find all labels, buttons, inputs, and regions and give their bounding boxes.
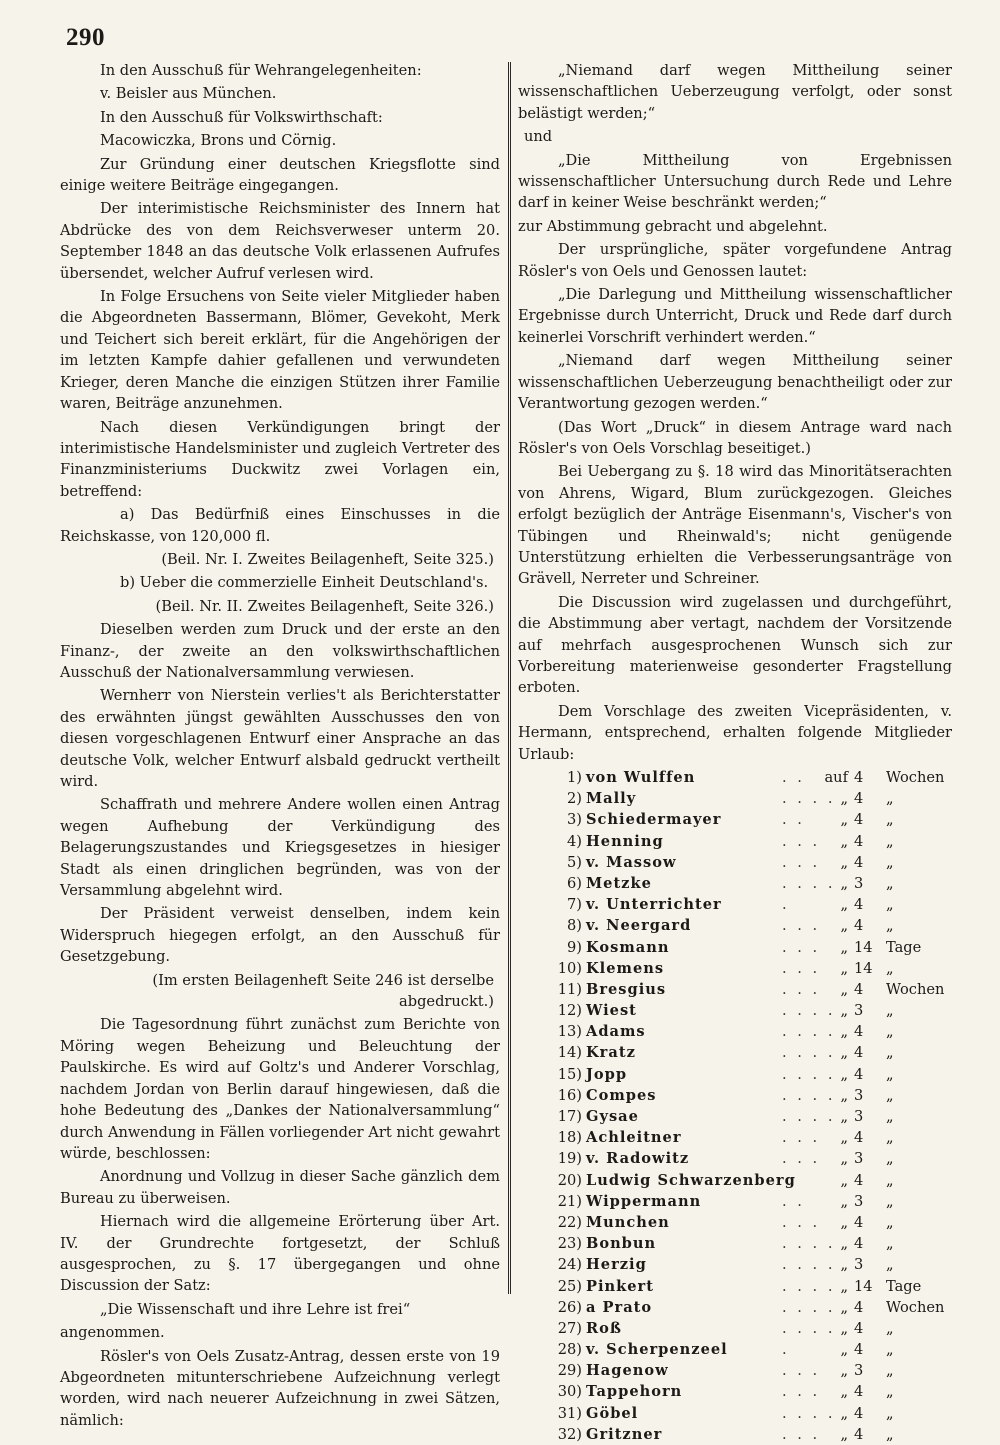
leader-dots: . . .: [782, 917, 821, 935]
leave-count: 3: [854, 1086, 864, 1104]
paragraph: Wernherr von Nierstein verlies't als Berichterstatter des erwähnten jüngst gewählten Ausschusses den von diesen vorgeschlagenen Entwurf einer Ansprache an das deutsche Volk, welcher Entwurf alsbald gedruckt vertheilt wird.: [60, 687, 500, 790]
leave-row: [518, 1106, 952, 1127]
leave-intro: Dem Vorschlage des zweiten Vicepräsidenten, v. Hermann, entsprechend, erhalten folgende Mitglieder Urlaub:: [518, 702, 952, 763]
leave-unit: „: [886, 1065, 894, 1083]
leave-count: 4: [854, 1235, 864, 1253]
leave-unit: „: [886, 959, 894, 977]
leader-dots: . . .: [782, 938, 821, 956]
paragraph: a) Das Bedürfniß eines Einschusses in die Reichskasse, von 120,000 fl.: [60, 506, 500, 545]
leave-count: 4: [854, 853, 864, 871]
leader-dots: . . .: [782, 1213, 821, 1231]
leave-unit: „: [886, 1192, 894, 1210]
member-name: Kratz: [586, 1044, 636, 1062]
leader-dots: . . . .: [782, 1256, 836, 1274]
member-name: Achleitner: [586, 1129, 682, 1147]
leave-unit: Tage: [886, 1277, 922, 1295]
leave-number: 27): [557, 1319, 582, 1337]
leave-row: [518, 1064, 952, 1085]
paragraph: „Die Darlegung und Mittheilung wissenschaftlicher Ergebnisse durch Unterricht, Druck und Rede darf durch keinerlei Vorschrift verhindert werden.“: [518, 286, 952, 346]
leave-unit: Wochen: [886, 980, 945, 998]
leave-prefix: „: [840, 1002, 848, 1020]
member-name: Roß: [586, 1319, 622, 1337]
leader-dots: . . .: [782, 980, 821, 998]
leave-count: 4: [854, 790, 864, 808]
leave-row: [518, 1233, 952, 1254]
paragraph: Anordnung und Vollzug in dieser Sache gänzlich dem Bureau zu überweisen.: [60, 1168, 500, 1207]
paragraph: Rösler's von Oels Zusatz-Antrag, dessen erste von 19 Abgeordneten mitunterschriebene Aufzeichnung verlegt worden, wird nach neuerer Aufzeichnung in zwei Sätzen, nämlich:: [60, 1347, 500, 1429]
paragraph: angenommen.: [60, 1324, 165, 1342]
leave-unit: Wochen: [886, 1298, 945, 1316]
leave-count: 4: [854, 1383, 864, 1401]
leave-prefix: „: [840, 1383, 848, 1401]
leave-count: 14: [854, 1277, 873, 1295]
leave-number: 11): [557, 980, 582, 998]
leave-number: 16): [557, 1086, 582, 1104]
leave-prefix: „: [840, 938, 848, 956]
member-name: v. Unterrichter: [586, 896, 722, 914]
leader-dots: . . .: [782, 1425, 821, 1443]
paragraph: b) Ueber die commerzielle Einheit Deutschland's.: [120, 574, 489, 592]
paragraph: Die Discussion wird zugelassen und durchgeführt, die Abstimmung aber vertagt, nachdem der Vorsitzende auf mehrfach ausgesprochenen Wunsch sich zur Vorbereitung materienweise gesonderter Fragstellung erboten.: [518, 593, 952, 697]
paragraph: Zur Gründung einer deutschen Kriegsflotte sind einige weitere Beiträge eingegangen.: [60, 155, 500, 195]
leave-unit: „: [886, 790, 894, 808]
leader-dots: . .: [782, 769, 805, 786]
leader-dots: . . .: [782, 1383, 821, 1401]
paragraph: und: [524, 128, 553, 146]
leave-unit: „: [886, 1023, 894, 1041]
leave-number: 12): [557, 1002, 582, 1020]
member-name: Pinkert: [586, 1277, 654, 1295]
leave-unit: „: [886, 1171, 894, 1189]
leader-dots: . . . .: [782, 874, 836, 892]
member-name: v. Neergard: [586, 917, 692, 935]
paragraph: v. Beisler aus München.: [100, 85, 277, 103]
leave-count: 4: [854, 769, 864, 786]
leave-unit: „: [886, 1404, 894, 1422]
leave-number: 8): [567, 917, 582, 935]
leave-row: [518, 1339, 952, 1360]
paragraph: (Im ersten Beilagenheft Seite 246 ist derselbe abgedruckt.): [152, 971, 494, 1011]
leave-count: 3: [854, 1256, 864, 1274]
leave-number: 18): [557, 1129, 582, 1147]
leave-prefix: „: [840, 1129, 848, 1147]
leave-unit: „: [886, 1362, 894, 1380]
leave-count: 14: [854, 959, 873, 977]
leave-row: [518, 1276, 952, 1297]
leave-row: [518, 1170, 952, 1191]
member-name: Bonbun: [586, 1235, 657, 1253]
paragraph: (Das Wort „Druck“ in diesem Antrage ward nach Rösler's von Oels Vorschlag beseitiget.): [518, 418, 952, 457]
leave-unit: „: [886, 1341, 894, 1359]
member-name: Gysae: [586, 1108, 639, 1125]
leave-number: 4): [567, 832, 582, 850]
leave-number: 29): [557, 1362, 582, 1380]
leave-count: 4: [854, 1044, 864, 1062]
leader-dots: . . .: [782, 1150, 821, 1168]
member-name: Munchen: [586, 1213, 670, 1231]
leave-unit: „: [886, 811, 894, 829]
leave-prefix: „: [840, 1235, 848, 1253]
leave-unit: „: [886, 917, 894, 935]
leave-prefix: „: [840, 1404, 848, 1422]
leave-row: [518, 873, 952, 894]
leave-prefix: „: [840, 1425, 848, 1443]
leave-number: 6): [567, 874, 582, 892]
leave-number: 9): [567, 938, 582, 956]
leave-row: [518, 852, 952, 873]
leave-unit: „: [886, 1235, 894, 1253]
leave-prefix: „: [840, 832, 848, 850]
leader-dots: . . . .: [782, 1065, 836, 1083]
leave-unit: „: [886, 832, 894, 850]
leave-prefix: „: [840, 811, 848, 829]
leave-count: 4: [854, 832, 864, 850]
leave-number: 2): [567, 790, 582, 808]
leave-prefix: „: [840, 1044, 848, 1062]
member-name: Herzig: [586, 1256, 647, 1274]
leave-number: 7): [567, 896, 582, 914]
leave-count: 4: [854, 1319, 864, 1337]
paragraph: Der Präsident verweist denselben, indem kein Widerspruch hiegegen erfolgt, an den Ausschuß für Gesetzgebung.: [60, 905, 500, 966]
leader-dots: . . . .: [782, 790, 836, 808]
leave-count: 3: [854, 1150, 864, 1168]
leader-dots: .: [782, 1341, 790, 1359]
leave-number: 24): [557, 1256, 582, 1274]
leader-dots: . . . .: [782, 1235, 836, 1253]
leader-dots: . . . .: [782, 1404, 836, 1422]
leave-count: 4: [854, 1341, 864, 1359]
leader-dots: . . .: [782, 1362, 821, 1380]
leave-number: 15): [557, 1065, 582, 1083]
leave-prefix: „: [840, 1277, 848, 1295]
leave-count: 3: [854, 1192, 864, 1210]
leave-number: 20): [557, 1171, 582, 1189]
paragraph: Dieselben werden zum Druck und der erste an den Finanz-, der zweite an den volkswirthschaftlichen Ausschuß der Nationalversammlung verwiesen.: [60, 621, 500, 681]
member-name: von Wulffen: [586, 769, 696, 786]
leave-count: 3: [854, 1108, 864, 1125]
leave-unit: „: [886, 1425, 894, 1443]
leave-row: [518, 809, 952, 830]
leave-prefix: „: [840, 1192, 848, 1210]
leave-number: 13): [557, 1023, 582, 1041]
leader-dots: . . .: [782, 832, 821, 850]
leader-dots: . . .: [782, 1129, 821, 1147]
member-name: Gritzner: [586, 1425, 663, 1443]
paragraph: Nach diesen Verkündigungen bringt der interimistische Handelsminister und zugleich Vertreter des Finanzministeriums Duckwitz zwei Vorlagen ein, betreffend:: [60, 418, 500, 500]
member-name: v. Scherpenzeel: [586, 1341, 728, 1359]
leave-number: 31): [557, 1404, 582, 1422]
leave-prefix: „: [840, 1171, 848, 1189]
paragraph: Die Tagesordnung führt zunächst zum Berichte von Möring wegen Beheizung und Beleuchtung der Paulskirche. Es wird auf Goltz's und Anderer Vorschlag, nachdem Jordan von Berlin darauf hingewiesen, daß die hohe Bedeutung des „Dankes der Nationalversammlung“ durch Anwendung in Fällen vorliegender Art nicht gewahrt würde, beschlossen:: [60, 1016, 500, 1162]
leave-count: 4: [854, 1023, 864, 1041]
leave-unit: „: [886, 1044, 894, 1062]
member-name: Adams: [586, 1023, 646, 1041]
paragraph: Der interimistische Reichsminister des Innern hat Abdrücke des von dem Reichsverweser unterm 20. September 1848 an das deutsche Volk erlassenen Aufrufes übersendet, welcher Aufruf verlesen wird.: [60, 200, 500, 282]
leave-unit: „: [886, 1150, 894, 1168]
leave-unit: „: [886, 1319, 894, 1337]
member-name: Henning: [586, 832, 664, 850]
leave-row: [518, 1424, 952, 1445]
leave-number: 19): [557, 1150, 582, 1168]
paragraph: „Die Wissenschaft und ihre Lehre ist frei“: [100, 1300, 411, 1318]
leave-prefix: „: [840, 1108, 848, 1125]
paragraph: (Beil. Nr. I. Zweites Beilagenheft, Seite 325.): [161, 550, 494, 568]
member-name: Tappehorn: [586, 1383, 683, 1401]
leave-number: 3): [567, 811, 582, 829]
leave-prefix: „: [840, 896, 848, 914]
paragraph: (Beil. Nr. II. Zweites Beilagenheft, Seite 326.): [155, 597, 494, 615]
leave-number: 17): [557, 1108, 582, 1125]
leave-row: [518, 894, 952, 915]
leave-unit: „: [886, 1213, 894, 1231]
paragraph: Bei Uebergang zu §. 18 wird das Minoritätserachten von Ahrens, Wigard, Blum zurückgezogen. Gleiches erfolgt bezüglich der Anträge Eisenmann's, Vischer's von Tübingen und Rheinwald's; nicht genügende Unterstützung erhielten die Verbesserungsanträge von Grävell, Nerreter und Schreiner.: [518, 463, 952, 588]
leave-prefix: „: [840, 1298, 848, 1316]
column-divider: [508, 62, 511, 1294]
leave-row: [518, 1254, 952, 1275]
leave-number: 28): [557, 1341, 582, 1359]
leave-number: 21): [557, 1192, 582, 1210]
leave-unit: „: [886, 896, 894, 914]
leave-prefix: „: [840, 1362, 848, 1380]
leave-count: 4: [854, 917, 864, 935]
leave-prefix: „: [840, 1086, 848, 1104]
paragraph: In den Ausschuß für Volkswirthschaft:: [100, 108, 383, 126]
leave-count: 3: [854, 1362, 864, 1380]
paragraph: zur Abstimmung gebracht und abgelehnt.: [518, 217, 828, 235]
member-name: Kosmann: [586, 938, 670, 956]
leader-dots: . . .: [782, 853, 821, 871]
leave-prefix: „: [840, 1023, 848, 1041]
leave-unit: „: [886, 1383, 894, 1401]
right-column: [518, 60, 952, 1445]
leader-dots: . . . .: [782, 1108, 836, 1125]
leave-count: 4: [854, 1425, 864, 1443]
leave-row: [518, 915, 952, 936]
leave-row: [518, 937, 952, 958]
paragraph: Der ursprüngliche, später vorgefundene Antrag Rösler's von Oels und Genossen lautet:: [518, 241, 952, 280]
leave-prefix: „: [840, 959, 848, 977]
leave-number: 5): [567, 853, 582, 871]
member-name: Ludwig Schwarzenberg: [586, 1171, 796, 1189]
member-name: Metzke: [586, 874, 652, 892]
right-paragraphs: [518, 60, 952, 699]
leave-row: [518, 1148, 952, 1169]
paragraph: In Folge Ersuchens von Seite vieler Mitglieder haben die Abgeordneten Bassermann, Blömer, Gevekoht, Merk und Teichert sich bereit erklärt, für die Angehörigen der im letzten Kampfe dahier gefallenen und verwundeten Krieger, deren Manche die einzigen Stützen ihrer Familie waren, Beiträge anzunehmen.: [60, 288, 500, 413]
leave-unit: „: [886, 1108, 894, 1125]
leave-number: 1): [567, 769, 582, 786]
leave-unit: Tage: [886, 938, 922, 956]
paragraph: In den Ausschuß für Wehrangelegenheiten:: [100, 62, 422, 79]
leave-number: 14): [557, 1044, 582, 1062]
leave-number: 26): [557, 1298, 582, 1316]
leave-row: [518, 1191, 952, 1212]
leave-number: 30): [557, 1383, 582, 1401]
member-name: a Prato: [586, 1298, 653, 1316]
leave-row: [518, 831, 952, 852]
member-name: Jopp: [586, 1065, 628, 1083]
leave-number: 32): [557, 1425, 582, 1443]
leader-dots: . . . .: [782, 1277, 836, 1295]
paragraph: „Niemand darf wegen Mittheilung seiner wissenschaftlichen Ueberzeugung verfolgt, oder sonst belästigt werden;“: [518, 62, 952, 122]
leave-count: 4: [854, 1065, 864, 1083]
leave-count: 4: [854, 896, 864, 914]
member-name: v. Massow: [586, 853, 677, 871]
left-column: [60, 60, 500, 1433]
leader-dots: .: [782, 896, 790, 914]
paragraph: Hiernach wird die allgemeine Erörterung über Art. IV. der Grundrechte fortgesetzt, der Schluß ausgesprochen, zu §. 17 übergegangen und ohne Discussion der Satz:: [60, 1213, 500, 1295]
member-name: Compes: [586, 1086, 657, 1104]
member-name: Klemens: [586, 959, 665, 977]
leave-number: 22): [557, 1213, 582, 1231]
leader-dots: . . . .: [782, 1044, 836, 1062]
leave-prefix: „: [840, 1065, 848, 1083]
paragraph: Macowiczka, Brons und Cörnig.: [100, 132, 337, 150]
member-name: Göbel: [586, 1404, 639, 1422]
leader-dots: . .: [782, 811, 805, 829]
leave-prefix: „: [840, 874, 848, 892]
leave-prefix: „: [840, 853, 848, 871]
leave-row: [518, 1042, 952, 1063]
leave-number: 10): [557, 959, 582, 977]
leave-count: 3: [854, 874, 864, 892]
leave-unit: „: [886, 1002, 894, 1020]
leave-row: [518, 1381, 952, 1402]
leave-prefix: „: [840, 1319, 848, 1337]
leave-unit: „: [886, 874, 894, 892]
leave-unit: „: [886, 1256, 894, 1274]
leave-count: 4: [854, 1404, 864, 1422]
member-name: v. Radowitz: [586, 1150, 690, 1168]
leave-row: [518, 979, 952, 1000]
leave-unit: „: [886, 1086, 894, 1104]
leave-list: [518, 767, 952, 1445]
leave-unit: Wochen: [886, 769, 945, 786]
leave-row: [518, 788, 952, 809]
leave-unit: „: [886, 853, 894, 871]
leader-dots: . . .: [782, 959, 821, 977]
leave-count: 4: [854, 1298, 864, 1316]
leave-row: [518, 1360, 952, 1381]
leader-dots: . . . .: [782, 1023, 836, 1041]
leave-prefix: „: [840, 1341, 848, 1359]
leave-number: 25): [557, 1277, 582, 1295]
leave-count: 4: [854, 980, 864, 998]
leave-row: [518, 1085, 952, 1106]
leave-prefix: „: [840, 1213, 848, 1231]
member-name: Mally: [586, 790, 637, 808]
leave-prefix: „: [840, 1150, 848, 1168]
leave-prefix: auf: [824, 769, 848, 786]
leader-dots: . . . .: [782, 1002, 836, 1020]
leave-count: 4: [854, 1171, 864, 1189]
member-name: Wippermann: [586, 1192, 702, 1210]
leader-dots: . . . .: [782, 1298, 836, 1316]
leave-row: [518, 1403, 952, 1424]
member-name: Hagenow: [586, 1362, 669, 1380]
leave-prefix: „: [840, 917, 848, 935]
leave-row: [518, 1000, 952, 1021]
leader-dots: . . . .: [782, 1086, 836, 1104]
leave-prefix: „: [840, 980, 848, 998]
leave-row: [518, 1212, 952, 1233]
leave-row: [518, 1127, 952, 1148]
leave-unit: „: [886, 1129, 894, 1147]
leave-count: 4: [854, 1129, 864, 1147]
leave-count: 3: [854, 1002, 864, 1020]
paragraph: „Die Mittheilung von Ergebnissen wissenschaftlicher Untersuchung durch Rede und Lehre darf in keiner Weise beschränkt werden;“: [518, 151, 952, 212]
leave-row: [518, 1021, 952, 1042]
leave-row: [518, 1297, 952, 1318]
leave-number: 23): [557, 1235, 582, 1253]
member-name: Bresgius: [586, 980, 667, 998]
leave-count: 4: [854, 1213, 864, 1231]
leave-prefix: „: [840, 1256, 848, 1274]
paragraph: Schaffrath und mehrere Andere wollen einen Antrag wegen Aufhebung der Verkündigung des Belagerungszustandes und Kriegsgesetzes in hiesiger Stadt als einen dringlichen begründen, was von der Versammlung abgelehnt wird.: [60, 796, 500, 900]
leave-count: 14: [854, 938, 873, 956]
member-name: Wiest: [586, 1002, 637, 1020]
page-number: 290: [66, 24, 105, 51]
leader-dots: . .: [782, 1192, 805, 1210]
paragraph: „Niemand darf wegen Mittheilung seiner wissenschaftlichen Ueberzeugung benachtheiligt oder zur Verantwortung gezogen werden.“: [518, 352, 952, 413]
leader-dots: . . . .: [782, 1319, 836, 1337]
leave-row: [518, 767, 952, 788]
member-name: Schiedermayer: [586, 811, 722, 829]
leave-count: 4: [854, 811, 864, 829]
leave-row: [518, 1318, 952, 1339]
leave-prefix: „: [840, 790, 848, 808]
leave-row: [518, 958, 952, 979]
